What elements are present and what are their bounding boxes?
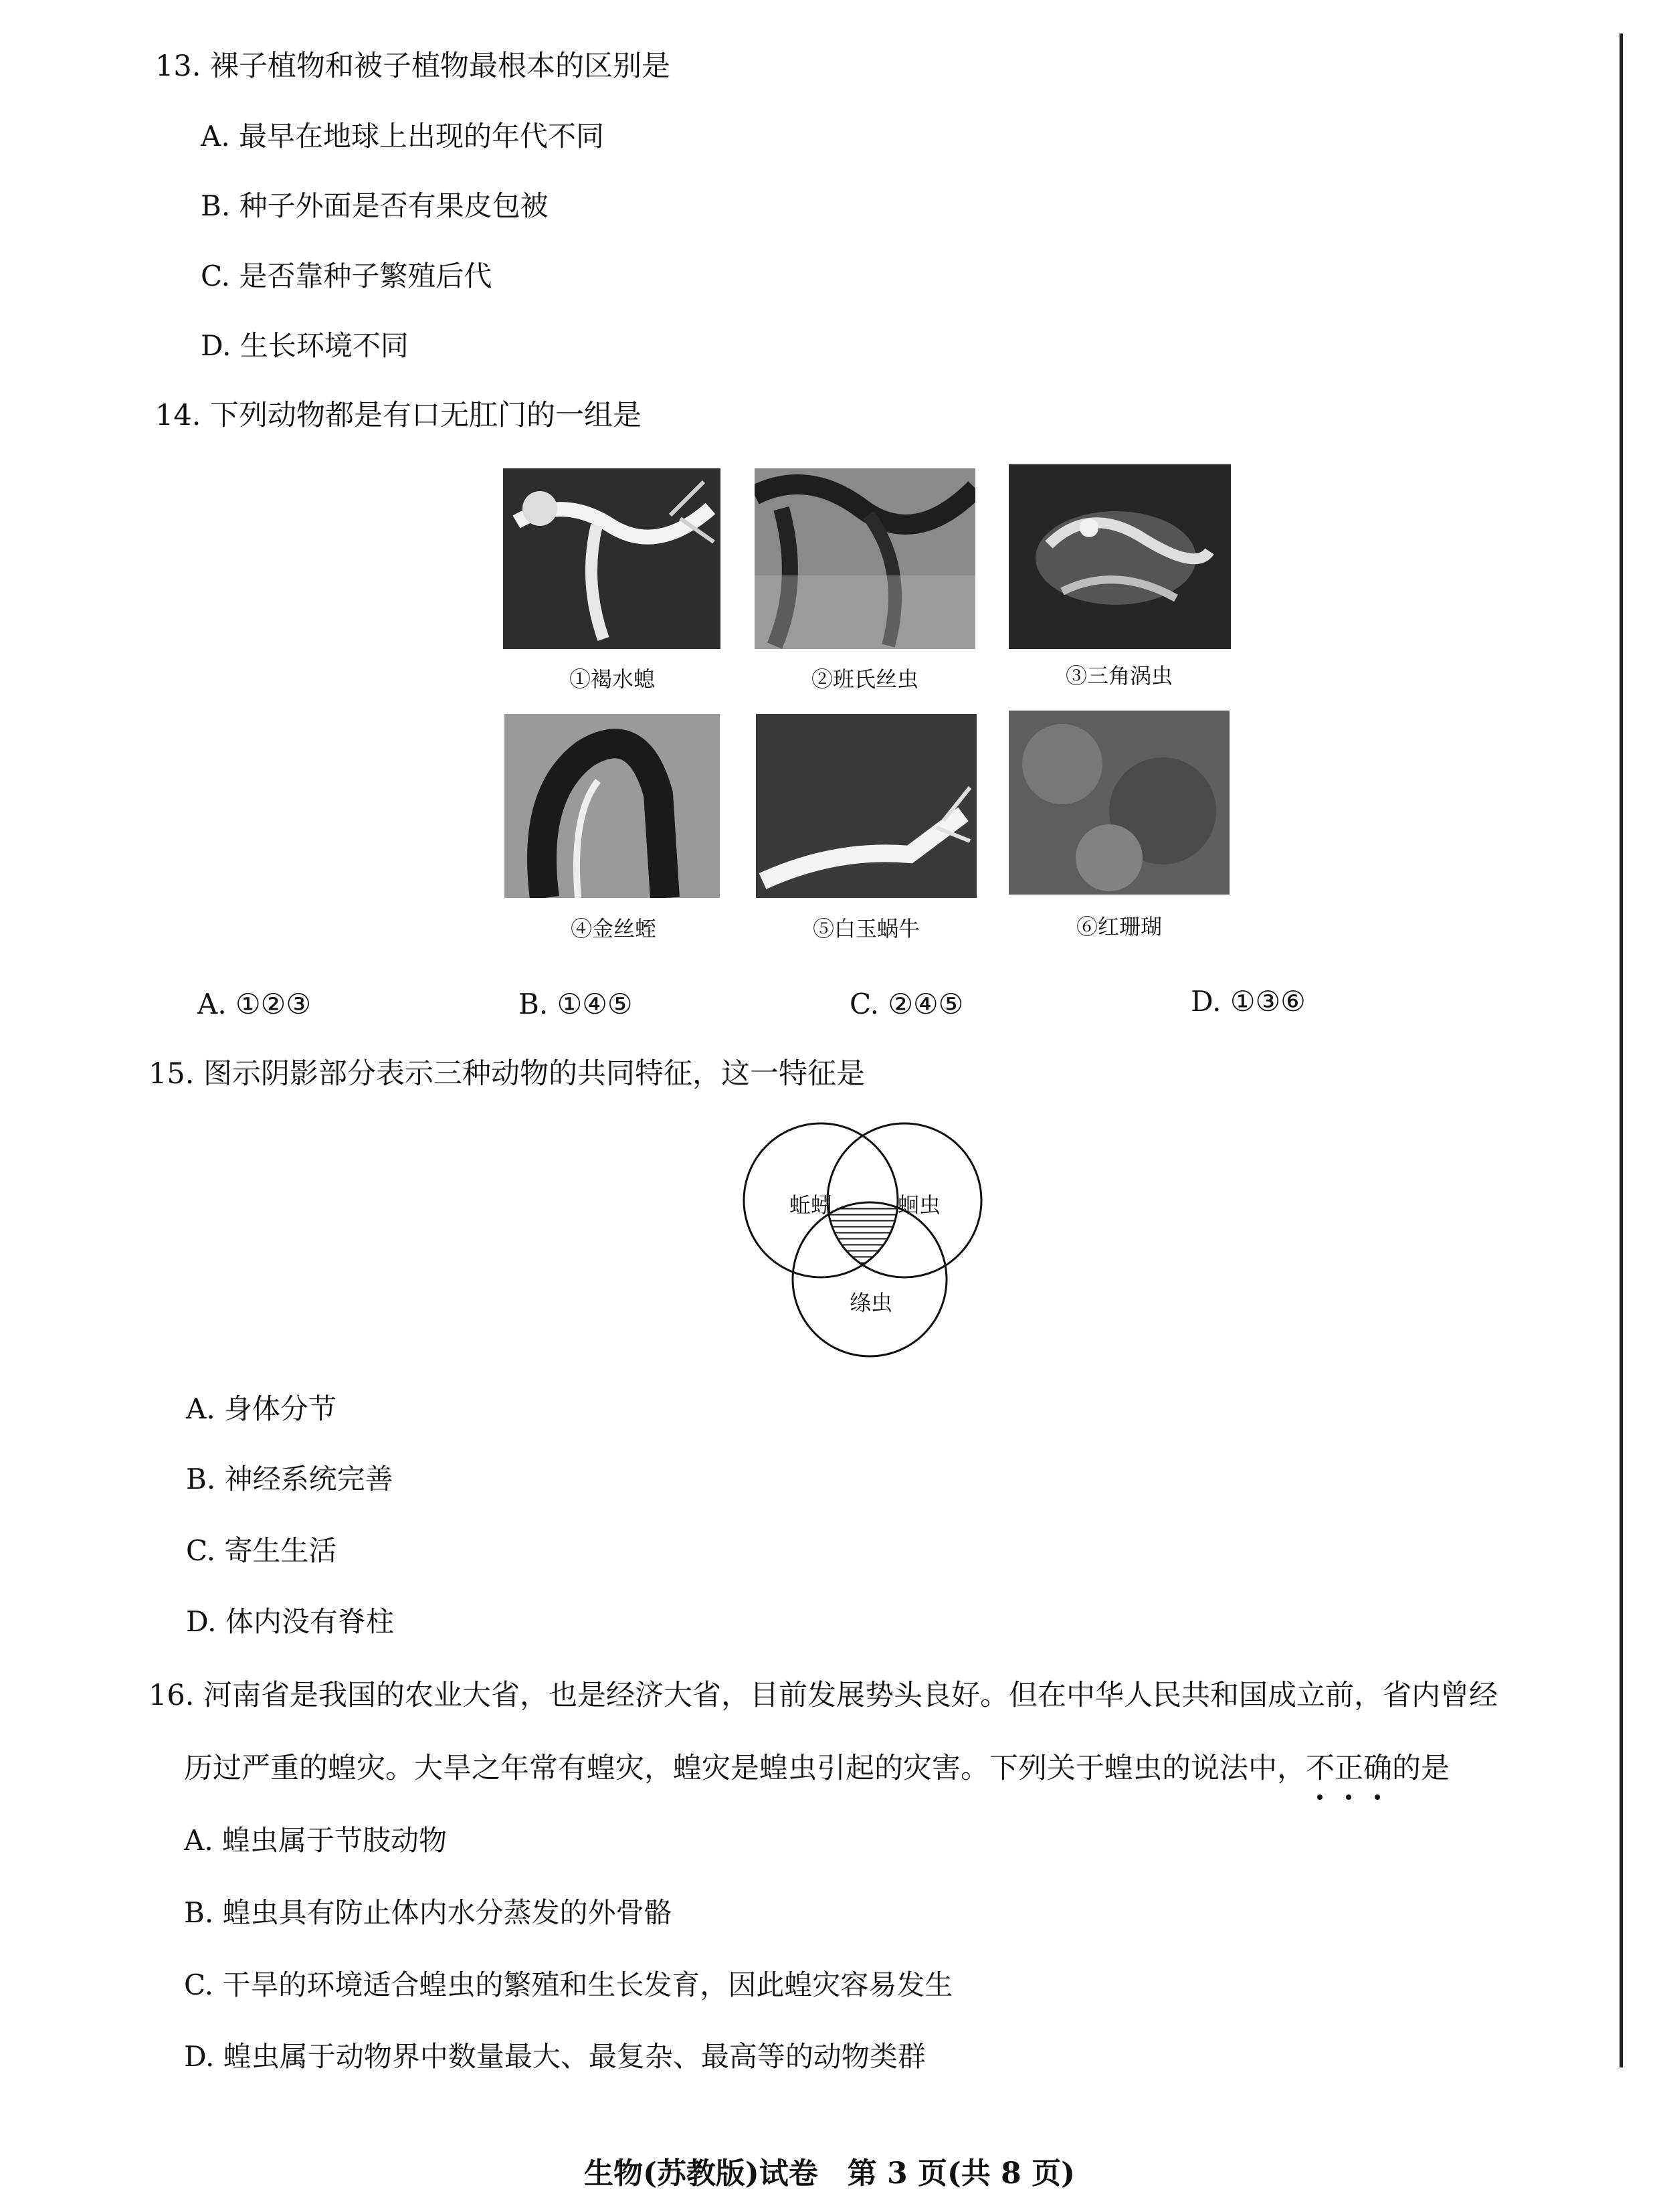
- caption-red-coral: ⑥红珊瑚: [1076, 914, 1162, 939]
- q16-stem-line1: 16. 河南省是我国的农业大省，也是经济大省，目前发展势头良好。但在中华人民共和国成立前，省内曾经: [149, 1679, 1498, 1712]
- q15-option-a: A. 身体分节: [186, 1392, 337, 1425]
- red-coral-photo: [1009, 711, 1230, 895]
- caption-filaria: ②班氏丝虫: [811, 666, 918, 692]
- hydra-photo: [503, 468, 720, 649]
- filaria-photo: [755, 468, 975, 649]
- q15-option-c: C. 寄生生活: [186, 1534, 337, 1567]
- caption-planarian: ③三角涡虫: [1065, 663, 1173, 688]
- page-footer: 生物(苏教版)试卷 第 3 页(共 8 页): [584, 2156, 1075, 2191]
- caption-leech: ④金丝蛭: [570, 916, 656, 941]
- caption-snail: ⑤白玉蜗牛: [812, 916, 920, 941]
- q14-option-c: C. ②④⑤: [850, 988, 964, 1020]
- q16-stem-line2: [184, 1754, 1450, 1783]
- q16-option-c: C. 干旱的环境适合蝗虫的繁殖和生长发育，因此蝗灾容易发生: [184, 1968, 953, 2001]
- venn-label-roundworm: 蛔虫: [898, 1192, 941, 1218]
- q13-stem: 13. 裸子植物和被子植物最根本的区别是: [155, 50, 671, 83]
- snail-photo: [756, 714, 977, 898]
- q14-stem: 14. 下列动物都是有口无肛门的一组是: [155, 399, 642, 432]
- q13-option-c: C. 是否靠种子繁殖后代: [201, 260, 492, 292]
- q15-option-d: D. 体内没有脊柱: [186, 1605, 394, 1638]
- venn-label-tapeworm: 绦虫: [850, 1290, 893, 1315]
- q16-option-b: B. 蝗虫具有防止体内水分蒸发的外骨骼: [184, 1896, 672, 1929]
- q14-option-b: B. ①④⑤: [518, 988, 633, 1020]
- binding-margin-line: [1620, 33, 1623, 2067]
- q13-option-d: D. 生长环境不同: [201, 329, 409, 362]
- q13-option-a: A. 最早在地球上出现的年代不同: [201, 120, 605, 153]
- q15-option-b: B. 神经系统完善: [186, 1463, 393, 1495]
- emphasis-dots: [1306, 1793, 1392, 1801]
- q16-emphasis-text: 不正确: [1306, 1752, 1392, 1785]
- q16-option-a: A. 蝗虫属于节肢动物: [184, 1824, 448, 1857]
- q16-stem-line2-tail: 的是: [1392, 1752, 1450, 1785]
- q16-stem-line2-text: 历过严重的蝗灾。大旱之年常有蝗灾，蝗灾是蝗虫引起的灾害。下列关于蝗虫的说法中，: [184, 1752, 1306, 1785]
- caption-hydra: ①褐水螅: [569, 666, 655, 692]
- planarian-photo: [1009, 464, 1231, 649]
- venn-diagram: [743, 1121, 983, 1362]
- leech-photo: [504, 714, 720, 898]
- venn-label-earthworm: 蚯蚓: [789, 1192, 833, 1218]
- q13-option-b: B. 种子外面是否有果皮包被: [201, 189, 549, 222]
- q16-option-d: D. 蝗虫属于动物界中数量最大、最复杂、最高等的动物类群: [184, 2040, 926, 2073]
- q16-emphasis: [1306, 1754, 1392, 1783]
- q14-option-d: D. ①③⑥: [1191, 985, 1306, 1018]
- q15-stem: 15. 图示阴影部分表示三种动物的共同特征，这一特征是: [149, 1057, 866, 1091]
- q14-option-a: A. ①②③: [197, 988, 311, 1020]
